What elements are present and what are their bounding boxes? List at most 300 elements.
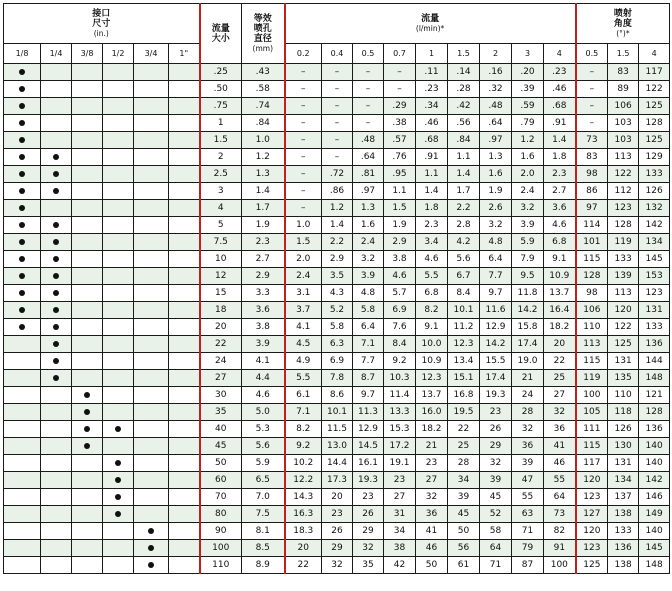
flow-rate-cell: .34 xyxy=(416,98,448,115)
flow-rate-header xyxy=(285,4,576,44)
connection-cell xyxy=(72,234,103,251)
flow-rate-cell: .81 xyxy=(353,166,384,183)
connection-cell xyxy=(72,421,103,438)
flow-size-cell: 45 xyxy=(200,438,242,455)
connection-cell xyxy=(72,149,103,166)
orifice-diameter-cell: 3.6 xyxy=(242,302,285,319)
flow-rate-cell: 36 xyxy=(544,421,576,438)
availability-dot-icon xyxy=(53,222,59,228)
connection-cell xyxy=(103,506,134,523)
connection-cell xyxy=(134,234,169,251)
connection-cell xyxy=(103,404,134,421)
flow-rate-cell: 91 xyxy=(544,540,576,557)
availability-dot-icon xyxy=(19,239,25,245)
spray-angle-cell: 83 xyxy=(576,149,608,166)
flow-rate-cell: – xyxy=(285,115,322,132)
flow-rate-cell: 9.7 xyxy=(480,285,512,302)
table-row xyxy=(4,98,670,115)
flow-rate-cell: 2.9 xyxy=(322,251,353,268)
table-row xyxy=(4,506,670,523)
connection-cell xyxy=(41,166,72,183)
orifice-diameter-cell: 8.1 xyxy=(242,523,285,540)
spray-angle-cell: 148 xyxy=(639,557,670,574)
flow-rate-cell: .23 xyxy=(416,81,448,98)
connection-cell xyxy=(41,234,72,251)
spray-angle-cell: 118 xyxy=(608,404,639,421)
flow-rate-cell: 3.1 xyxy=(285,285,322,302)
connection-cell xyxy=(134,98,169,115)
flow-rate-cell: 1.2 xyxy=(322,200,353,217)
flow-rate-cell: 32 xyxy=(322,557,353,574)
spray-angle-cell: 105 xyxy=(576,404,608,421)
connection-cell xyxy=(103,302,134,319)
spray-angle-cell: 122 xyxy=(608,166,639,183)
spray-angle-cell: 113 xyxy=(576,336,608,353)
flow-rate-cell: 16.1 xyxy=(353,455,384,472)
flow-rate-cell: 64 xyxy=(480,540,512,557)
flow-rate-cell: 3.8 xyxy=(384,251,416,268)
flow-rate-cell: 6.8 xyxy=(544,234,576,251)
spray-angle-cell: 136 xyxy=(639,421,670,438)
flow-rate-cell: 10.3 xyxy=(384,370,416,387)
flow-rate-cell: 47 xyxy=(512,472,544,489)
flow-rate-cell: 34 xyxy=(384,523,416,540)
connection-cell xyxy=(4,98,41,115)
flow-rate-cell: .64 xyxy=(480,115,512,132)
flow-rate-cell: .76 xyxy=(384,149,416,166)
flow-rate-cell: 42 xyxy=(384,557,416,574)
connection-cell xyxy=(72,557,103,574)
orifice-diameter-cell: 8.5 xyxy=(242,540,285,557)
nozzle-spec-table-container xyxy=(3,3,669,574)
orifice-header xyxy=(242,4,285,64)
connection-cell xyxy=(169,234,200,251)
spray-angle-cell: 113 xyxy=(608,285,639,302)
flow-rate-cell: .79 xyxy=(512,115,544,132)
spray-angle-cell: 122 xyxy=(608,319,639,336)
flow-rate-cell: 100 xyxy=(544,557,576,574)
availability-dot-icon xyxy=(115,511,121,517)
connection-size-col-header: 1" xyxy=(169,44,200,64)
spray-angle-cell: – xyxy=(576,115,608,132)
connection-cell xyxy=(41,523,72,540)
connection-cell xyxy=(4,183,41,200)
flow-size-cell: 70 xyxy=(200,489,242,506)
spray-angle-cell: 112 xyxy=(608,183,639,200)
flow-rate-cell: 14.5 xyxy=(353,438,384,455)
spray-angle-cell: 126 xyxy=(608,421,639,438)
connection-cell xyxy=(134,115,169,132)
flow-rate-cell: .68 xyxy=(416,132,448,149)
flow-rate-cell: 12.2 xyxy=(285,472,322,489)
spray-angle-cell: 115 xyxy=(576,353,608,370)
flow-rate-cell: 38 xyxy=(384,540,416,557)
spray-angle-cell: 149 xyxy=(639,506,670,523)
flow-rate-cell: 6.8 xyxy=(416,285,448,302)
connection-cell xyxy=(103,336,134,353)
connection-cell xyxy=(41,370,72,387)
flow-rate-cell: 9.1 xyxy=(544,251,576,268)
flow-rate-cell: .72 xyxy=(322,166,353,183)
spray-angle-cell: 119 xyxy=(576,370,608,387)
flow-rate-cell: 1.1 xyxy=(448,149,480,166)
spray-angle-cell: 131 xyxy=(608,455,639,472)
spray-angle-cell: 138 xyxy=(608,506,639,523)
availability-dot-icon xyxy=(19,307,25,313)
flow-rate-cell: 32 xyxy=(416,489,448,506)
connection-cell xyxy=(103,64,134,81)
connection-cell xyxy=(72,217,103,234)
connection-cell xyxy=(4,455,41,472)
flow-rate-cell: 2.8 xyxy=(448,217,480,234)
connection-cell xyxy=(41,540,72,557)
connection-cell xyxy=(134,489,169,506)
spray-angle-cell: 113 xyxy=(608,149,639,166)
availability-dot-icon xyxy=(19,222,25,228)
flow-rate-cell: 2.3 xyxy=(416,217,448,234)
flow-rate-cell: – xyxy=(353,98,384,115)
connection-cell xyxy=(103,540,134,557)
spray-angle-cell: 117 xyxy=(639,64,670,81)
flow-rate-cell: .97 xyxy=(353,183,384,200)
flow-size-cell: 80 xyxy=(200,506,242,523)
connection-cell xyxy=(72,472,103,489)
flow-rate-cell: 14.3 xyxy=(285,489,322,506)
flow-rate-cell: 32 xyxy=(353,540,384,557)
connection-cell xyxy=(41,115,72,132)
spray-angle-cell: 125 xyxy=(576,557,608,574)
angle-pressure-col-header: 1.5 xyxy=(608,44,639,64)
flow-rate-cell: 2.4 xyxy=(285,268,322,285)
flow-rate-cell: 15.3 xyxy=(384,421,416,438)
connection-cell xyxy=(134,64,169,81)
spray-angle-cell: 133 xyxy=(639,166,670,183)
availability-dot-icon xyxy=(19,256,25,262)
spray-angle-header xyxy=(576,4,670,44)
orifice-diameter-cell: 5.6 xyxy=(242,438,285,455)
connection-cell xyxy=(103,387,134,404)
availability-dot-icon xyxy=(19,324,25,330)
flow-rate-cell: 45 xyxy=(480,489,512,506)
flow-rate-cell: – xyxy=(285,183,322,200)
connection-cell xyxy=(4,540,41,557)
flow-rate-cell: 87 xyxy=(512,557,544,574)
table-row xyxy=(4,387,670,404)
availability-dot-icon xyxy=(115,426,121,432)
flow-rate-cell: 5.2 xyxy=(322,302,353,319)
connection-cell xyxy=(4,489,41,506)
flow-rate-cell: 71 xyxy=(480,557,512,574)
flow-rate-cell: – xyxy=(285,81,322,98)
connection-cell xyxy=(134,370,169,387)
table-row xyxy=(4,540,670,557)
flow-rate-cell: – xyxy=(285,132,322,149)
orifice-diameter-cell: 5.9 xyxy=(242,455,285,472)
flow-rate-cell: 17.4 xyxy=(512,336,544,353)
connection-cell xyxy=(4,149,41,166)
flow-rate-cell: 1.5 xyxy=(285,234,322,251)
spray-angle-cell: 134 xyxy=(639,234,670,251)
flow-rate-cell: 8.4 xyxy=(448,285,480,302)
connection-cell xyxy=(103,523,134,540)
spray-angle-cell: 114 xyxy=(576,217,608,234)
availability-dot-icon xyxy=(148,562,154,568)
flow-rate-cell: 1.4 xyxy=(544,132,576,149)
connection-cell xyxy=(72,200,103,217)
spray-angle-cell: 121 xyxy=(639,387,670,404)
flow-rate-cell: 6.4 xyxy=(480,251,512,268)
flow-rate-cell: 15.5 xyxy=(480,353,512,370)
connection-cell xyxy=(41,506,72,523)
flow-rate-cell: 19.5 xyxy=(448,404,480,421)
connection-cell xyxy=(103,149,134,166)
flow-rate-cell: 1.1 xyxy=(416,166,448,183)
connection-cell xyxy=(103,353,134,370)
flow-rate-cell: 27 xyxy=(544,387,576,404)
connection-cell xyxy=(103,166,134,183)
flow-rate-cell: 11.3 xyxy=(353,404,384,421)
flow-size-cell: 7.5 xyxy=(200,234,242,251)
flow-rate-cell: .11 xyxy=(416,64,448,81)
connection-cell xyxy=(72,540,103,557)
flow-pressure-col-header: 0.2 xyxy=(285,44,322,64)
connection-cell xyxy=(72,64,103,81)
connection-cell xyxy=(72,404,103,421)
flow-rate-cell: .97 xyxy=(480,132,512,149)
flow-rate-cell: 11.4 xyxy=(384,387,416,404)
flow-rate-cell: 3.6 xyxy=(544,200,576,217)
flow-rate-cell: 25 xyxy=(448,438,480,455)
connection-cell xyxy=(134,557,169,574)
flow-size-cell: 35 xyxy=(200,404,242,421)
flow-rate-cell: 4.6 xyxy=(416,251,448,268)
connection-cell xyxy=(4,506,41,523)
flow-rate-cell: 7.7 xyxy=(480,268,512,285)
flow-rate-cell: 22 xyxy=(448,421,480,438)
spray-angle-cell: – xyxy=(576,64,608,81)
orifice-title: 等效 喷孔 直径 xyxy=(253,13,272,44)
orifice-diameter-cell: 4.4 xyxy=(242,370,285,387)
spray-angle-cell: 135 xyxy=(608,370,639,387)
flow-rate-cell: 19.3 xyxy=(353,472,384,489)
availability-dot-icon xyxy=(53,324,59,330)
connection-cell xyxy=(103,98,134,115)
flow-rate-cell: 5.9 xyxy=(512,234,544,251)
spray-angle-cell: 128 xyxy=(608,217,639,234)
connection-size-col-header: 3/4 xyxy=(134,44,169,64)
spray-angle-cell: 128 xyxy=(639,404,670,421)
spray-angle-cell: 115 xyxy=(576,438,608,455)
orifice-diameter-cell: 4.1 xyxy=(242,353,285,370)
flow-rate-cell: – xyxy=(322,149,353,166)
flow-rate-cell: .64 xyxy=(353,149,384,166)
connection-cell xyxy=(103,200,134,217)
connection-cell xyxy=(169,268,200,285)
flow-rate-cell: .56 xyxy=(448,115,480,132)
spray-angle-cell: 136 xyxy=(608,540,639,557)
connection-cell xyxy=(4,421,41,438)
spray-angle-cell: 130 xyxy=(608,438,639,455)
angle-pressure-col-header: 0.5 xyxy=(576,44,608,64)
flow-rate-cell: 3.9 xyxy=(512,217,544,234)
orifice-diameter-cell: 2.3 xyxy=(242,234,285,251)
flow-rate-cell: 21 xyxy=(416,438,448,455)
availability-dot-icon xyxy=(84,392,90,398)
flow-rate-cell: .20 xyxy=(512,64,544,81)
table-row xyxy=(4,166,670,183)
table-row xyxy=(4,353,670,370)
flow-rate-cell: 5.5 xyxy=(416,268,448,285)
flow-pressure-col-header: 3 xyxy=(512,44,544,64)
connection-cell xyxy=(134,336,169,353)
connection-cell xyxy=(41,472,72,489)
spray-angle-cell: 145 xyxy=(639,540,670,557)
availability-dot-icon xyxy=(84,409,90,415)
flow-rate-cell: 32 xyxy=(512,421,544,438)
flow-rate-cell: – xyxy=(322,115,353,132)
orifice-diameter-cell: 3.3 xyxy=(242,285,285,302)
flow-rate-cell: 52 xyxy=(480,506,512,523)
flow-rate-cell: 23 xyxy=(322,506,353,523)
flow-rate-cell: .59 xyxy=(512,98,544,115)
flow-rate-cell: 3.2 xyxy=(512,200,544,217)
table-row xyxy=(4,421,670,438)
spray-angle-cell: 120 xyxy=(608,302,639,319)
flow-rate-cell: 29 xyxy=(480,438,512,455)
flow-rate-cell: 31 xyxy=(384,506,416,523)
connection-cell xyxy=(4,166,41,183)
spray-angle-cell: 100 xyxy=(576,387,608,404)
spray-angle-unit: (°)* xyxy=(616,28,630,38)
flow-rate-cell: 7.6 xyxy=(384,319,416,336)
flow-size-cell: 90 xyxy=(200,523,242,540)
flow-pressure-col-header: 2 xyxy=(480,44,512,64)
flow-pressure-col-header: 1 xyxy=(416,44,448,64)
connection-cell xyxy=(103,115,134,132)
spray-angle-cell: 119 xyxy=(608,234,639,251)
connection-cell xyxy=(134,387,169,404)
availability-dot-icon xyxy=(19,86,25,92)
flow-rate-cell: 13.7 xyxy=(544,285,576,302)
connection-cell xyxy=(103,251,134,268)
orifice-diameter-cell: 8.9 xyxy=(242,557,285,574)
flow-rate-cell: 23 xyxy=(353,489,384,506)
connection-cell xyxy=(103,285,134,302)
flow-size-cell: 30 xyxy=(200,387,242,404)
connection-cell xyxy=(4,353,41,370)
flow-rate-cell: 4.6 xyxy=(384,268,416,285)
connection-cell xyxy=(134,183,169,200)
connection-cell xyxy=(169,438,200,455)
availability-dot-icon xyxy=(53,307,59,313)
connection-cell xyxy=(169,489,200,506)
flow-size-cell: 5 xyxy=(200,217,242,234)
flow-rate-cell: 1.7 xyxy=(448,183,480,200)
flow-rate-cell: 29 xyxy=(322,540,353,557)
connection-cell xyxy=(134,217,169,234)
availability-dot-icon xyxy=(148,545,154,551)
availability-dot-icon xyxy=(53,239,59,245)
flow-rate-cell: 13.3 xyxy=(384,404,416,421)
spray-angle-cell: 138 xyxy=(608,557,639,574)
flow-rate-cell: 9.5 xyxy=(512,268,544,285)
flow-rate-cell: 3.7 xyxy=(285,302,322,319)
flow-size-cell: 100 xyxy=(200,540,242,557)
flow-size-cell: 110 xyxy=(200,557,242,574)
spray-angle-cell: 97 xyxy=(576,200,608,217)
connection-cell xyxy=(41,285,72,302)
flow-rate-cell: 27 xyxy=(416,472,448,489)
flow-rate-cell: 56 xyxy=(448,540,480,557)
connection-cell xyxy=(134,285,169,302)
orifice-diameter-cell: 1.3 xyxy=(242,166,285,183)
availability-dot-icon xyxy=(53,273,59,279)
connection-cell xyxy=(103,268,134,285)
flow-rate-cell: .84 xyxy=(448,132,480,149)
spray-angle-title: 喷射 角度 xyxy=(613,8,632,29)
spray-angle-cell: 117 xyxy=(576,455,608,472)
connection-cell xyxy=(41,404,72,421)
flow-rate-cell: .91 xyxy=(544,115,576,132)
connection-cell xyxy=(169,251,200,268)
spray-angle-cell: 125 xyxy=(639,132,670,149)
connection-cell xyxy=(169,455,200,472)
flow-rate-cell: – xyxy=(285,166,322,183)
flow-rate-cell: 46 xyxy=(416,540,448,557)
table-row xyxy=(4,319,670,336)
flow-rate-cell: 4.9 xyxy=(285,353,322,370)
flow-size-title: 流量 大小 xyxy=(211,23,230,44)
flow-rate-cell: 1.2 xyxy=(512,132,544,149)
spray-angle-cell: 140 xyxy=(639,438,670,455)
connection-cell xyxy=(134,438,169,455)
connection-cell xyxy=(4,302,41,319)
spray-angle-cell: 111 xyxy=(576,421,608,438)
flow-rate-cell: 50 xyxy=(416,557,448,574)
flow-rate-cell: .42 xyxy=(448,98,480,115)
flow-rate-cell: 5.8 xyxy=(322,319,353,336)
table-row xyxy=(4,183,670,200)
flow-size-cell: 22 xyxy=(200,336,242,353)
spray-angle-cell: 123 xyxy=(576,489,608,506)
flow-rate-cell: – xyxy=(285,200,322,217)
availability-dot-icon xyxy=(19,120,25,126)
flow-rate-cell: 15.1 xyxy=(448,370,480,387)
flow-rate-cell: 17.3 xyxy=(322,472,353,489)
orifice-diameter-cell: .43 xyxy=(242,64,285,81)
connection-cell xyxy=(72,387,103,404)
flow-rate-cell: 11.2 xyxy=(448,319,480,336)
connection-cell xyxy=(4,557,41,574)
flow-rate-cell: 20 xyxy=(322,489,353,506)
flow-rate-cell: 36 xyxy=(512,438,544,455)
connection-cell xyxy=(72,438,103,455)
flow-rate-cell: 10.9 xyxy=(416,353,448,370)
connection-cell xyxy=(134,455,169,472)
flow-rate-cell: 6.3 xyxy=(322,336,353,353)
connection-cell xyxy=(103,455,134,472)
flow-rate-cell: 2.4 xyxy=(353,234,384,251)
flow-rate-cell: 4.1 xyxy=(285,319,322,336)
flow-rate-cell: 18.3 xyxy=(285,523,322,540)
table-row xyxy=(4,404,670,421)
connection-cell xyxy=(4,268,41,285)
connection-cell xyxy=(169,336,200,353)
flow-rate-cell: 32 xyxy=(480,455,512,472)
connection-cell xyxy=(4,234,41,251)
flow-size-cell: 1.5 xyxy=(200,132,242,149)
flow-rate-cell: 2.4 xyxy=(512,183,544,200)
